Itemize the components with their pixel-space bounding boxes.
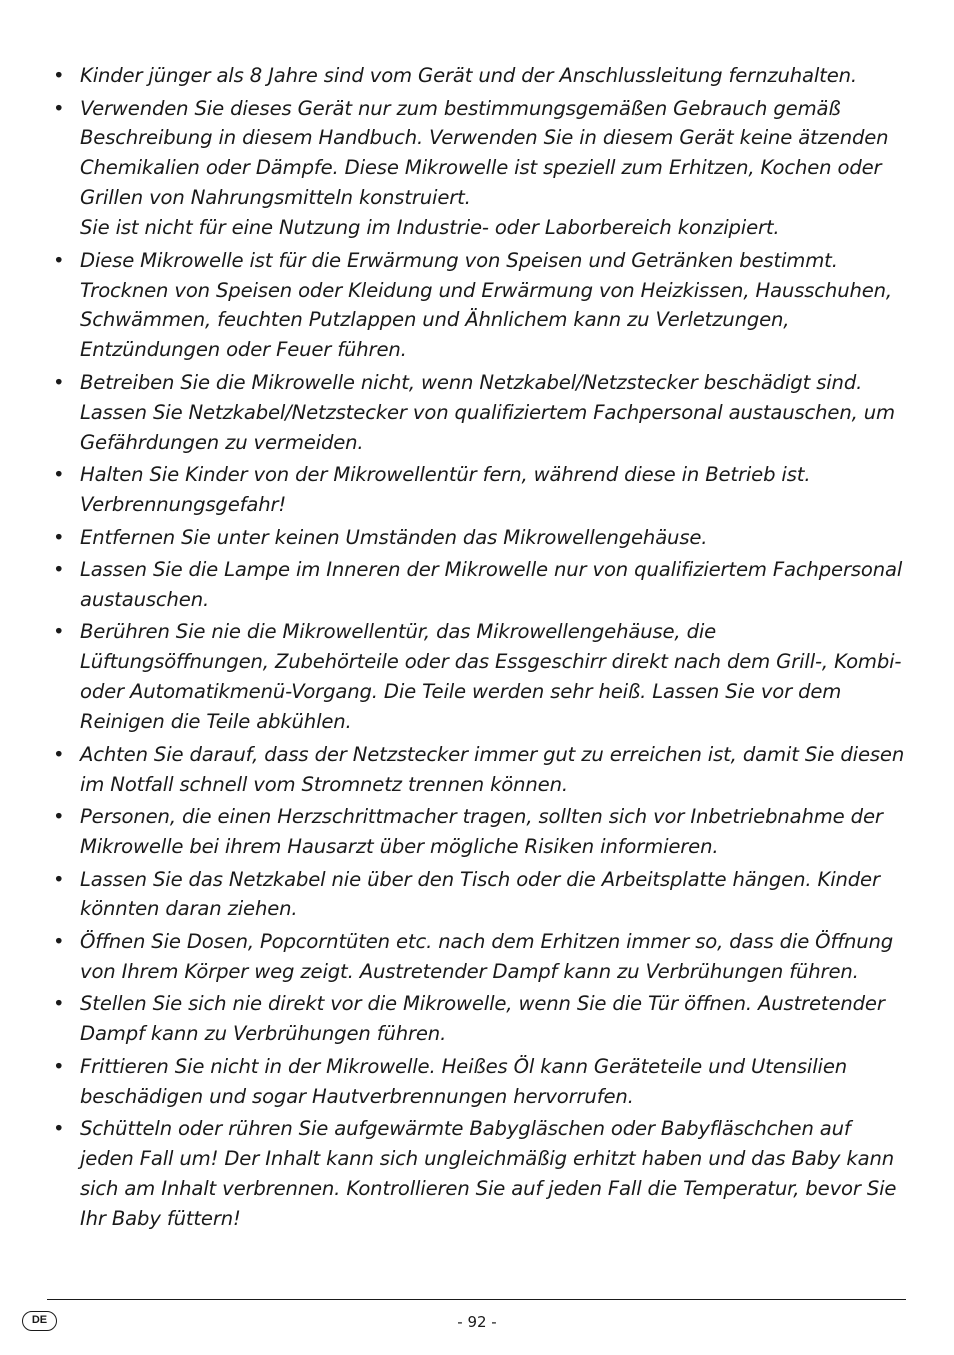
safety-item-text: Stellen Sie sich nie direkt vor die Mikrowelle, wenn Sie die Tür öffnen. Austretender Dampf kann zu Verbrühungen führen. [80,992,885,1046]
safety-item [53,555,909,615]
bullet-marker: • [53,805,65,829]
safety-item [53,1114,909,1234]
bullet-marker: • [53,867,65,891]
safety-instructions-list [53,61,909,1234]
safety-item-text: Achten Sie darauf, dass der Netzstecker immer gut zu erreichen ist, damit Sie diesen im Notfall schnell vom Stromnetz trennen können. [80,742,905,796]
safety-item [53,802,909,862]
safety-item-text: Entfernen Sie unter keinen Umständen das Mikrowellengehäuse. [80,525,708,549]
safety-item [53,61,909,91]
safety-item-text: Sie ist nicht für eine Nutzung im Industrie- oder Laborbereich konzipiert. [80,216,780,240]
bullet-marker: • [53,64,65,87]
safety-item-text: Kinder jünger als 8 Jahre sind vom Gerät und der Anschlussleitung fernzuhalten. [80,64,857,87]
bullet-marker: • [53,929,65,953]
language-badge: DE [22,1311,57,1331]
safety-item [53,1052,909,1112]
safety-item [53,94,909,244]
safety-item-text: Verwenden Sie dieses Gerät nur zum bestimmungsgemäßen Gebrauch gemäß Beschreibung in diesem Handbuch. Verwenden Sie in diesem Gerät keine ätzenden Chemikalien oder Dämpfe. Diese Mikrowelle ist speziell zum Erhitzen, Kochen oder Grillen von Nahrungsmitteln konstruiert. [80,96,889,210]
safety-item-text: Berühren Sie nie die Mikrowellentür, das Mikrowellengehäuse, die Lüftungsöffnungen, Zubehörteile oder das Essgeschirr direkt nach dem Grill-, Kombi- oder Automatikmenü-Vorgang. Die Teile werden sehr heiß. Lassen Sie vor dem Reinigen die Teile abkühlen. [80,620,902,734]
bullet-marker: • [53,1054,65,1078]
safety-item [53,523,909,553]
safety-item-text: Personen, die einen Herzschrittmacher tragen, sollten sich vor Inbetriebnahme der Mikrowelle bei ihrem Hausarzt über mögliche Risiken informieren. [80,805,883,858]
safety-item-text: Halten Sie Kinder von der Mikrowellentür fern, während diese in Betrieb ist. Verbrennungsgefahr! [80,463,811,517]
bullet-marker: • [53,742,65,766]
safety-item-text: Lassen Sie das Netzkabel nie über den Tisch oder die Arbeitsplatte hängen. Kinder könnten daran ziehen. [80,867,880,921]
bullet-marker: • [53,463,65,487]
document-body [53,61,909,1236]
bullet-marker: • [53,1117,65,1141]
footer-divider [47,1299,906,1300]
safety-item [53,368,909,458]
safety-item-text: Schütteln oder rühren Sie aufgewärmte Babygläschen oder Babyfläschchen auf jeden Fall um! Der Inhalt kann sich ungleichmäßig erhitzt haben und das Baby kann sich am Inhalt verbrennen. Kontrollieren Sie auf jeden Fall die Temperatur, bevor Sie Ihr Baby füttern! [80,1117,897,1230]
safety-item [53,246,909,366]
bullet-marker: • [53,992,65,1016]
safety-item-text: Öffnen Sie Dosen, Popcorntüten etc. nach dem Erhitzen immer so, dass die Öffnung von Ihrem Körper weg zeigt. Austretender Dampf kann zu Verbrühungen führen. [80,929,894,983]
bullet-marker: • [53,96,65,120]
bullet-marker: • [53,620,65,644]
bullet-marker: • [53,525,65,549]
safety-item-text: Diese Mikrowelle ist für die Erwärmung von Speisen und Getränken bestimmt. Trocknen von Speisen oder Kleidung und Erwärmung von Heizkissen, Hausschuhen, Schwämmen, feuchten Putzlappen und Ähnlichem kann zu Verletzungen, Entzündungen oder Feuer führen. [80,248,892,362]
bullet-marker: • [53,370,65,394]
bullet-marker: • [53,248,65,272]
page-number: - 92 - [457,1313,497,1331]
safety-item-text: Frittieren Sie nicht in der Mikrowelle. Heißes Öl kann Geräteteile und Utensilien beschädigen und sogar Hautverbrennungen hervorrufen. [80,1054,847,1108]
safety-item [53,460,909,520]
bullet-marker: • [53,558,65,582]
safety-item [53,740,909,800]
safety-item [53,989,909,1049]
safety-item [53,865,909,925]
safety-item [53,927,909,987]
safety-item [53,617,909,737]
safety-item-text: Lassen Sie die Lampe im Inneren der Mikrowelle nur von qualifiziertem Fachpersonal austauschen. [80,558,903,611]
safety-item-text: Betreiben Sie die Mikrowelle nicht, wenn Netzkabel/Netzstecker beschädigt sind. Lassen Sie Netzkabel/Netzstecker von qualifiziertem Fachpersonal austauschen, um Gefährdungen zu vermeiden. [80,370,895,454]
